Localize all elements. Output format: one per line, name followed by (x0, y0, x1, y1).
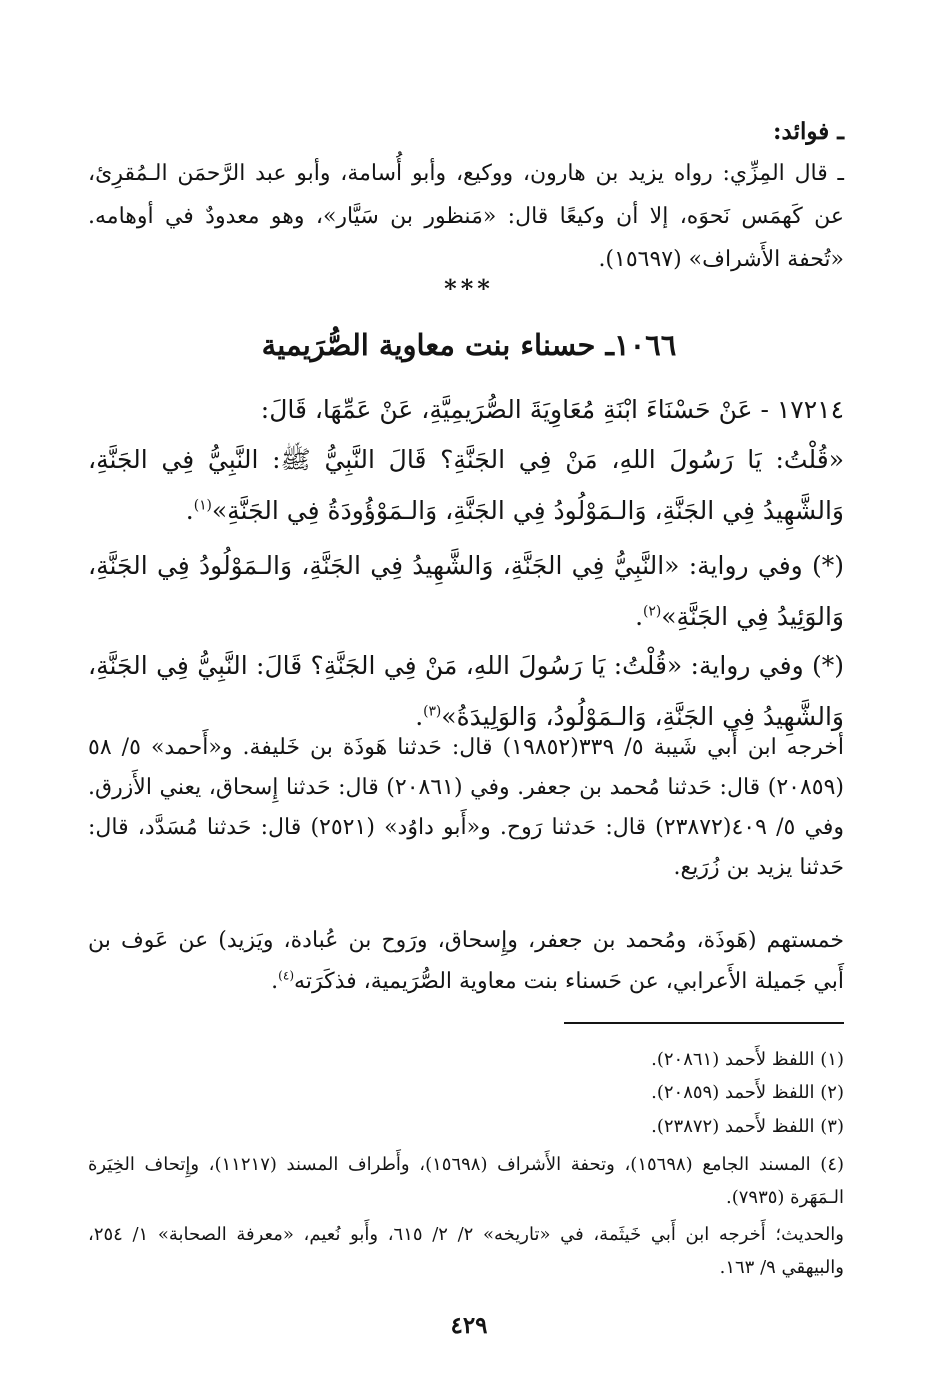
hadith-text: «قُلْتُ: يَا رَسُولَ اللهِ، مَنْ فِي الجَنَّةِ؟ قَالَ النَّبِيُّ ﷺ: النَّبِيُّ فِي الجَنَّةِ، وَالشَّهِيدُ فِي الجَنَّةِ، وَالـمَوْلُودُ فِي الجَنَّةِ، وَالـمَوْؤُودَةُ فِي الجَنَّةِ» (88, 445, 844, 525)
summary-paragraph: خمستهم (هَوذَة، ومُحمد بن جعفر، وإِسحاق، ورَوح بن عُبادة، ويَزيد) عن عَوف بن أَبي جَميلة الأَعرابي، عن حَسناء بنت معاوية الصُّرَيمية، فذكَرَته$^{(٤)}$. (88, 928, 844, 994)
takhrij-paragraph: أخرجه ابن أَبي شَيبة ٥/ ٣٣٩(١٩٨٥٢) قال: حَدثنا هَوذَة بن خَليفة. و«أَحمد» ٥/ ٥٨ (٢٠٨٥٩) قال: حَدثنا مُحمد بن جعفر. وفي (٢٠٨٦١) قال: حَدثنا إِسحاق، يعني الأَزرق. وفي ٥/ ٤٠٩(٢٣٨٧٢) قال: حَدثنا رَوح. و«أَبو داوُد» (٢٥٢١) قال: حَدثنا مُسَدَّد، قال: حَدثنا يزيد بن زُرَيع. (88, 735, 845, 880)
footnote-ref-1: (١) (193, 497, 212, 514)
fawaid-text: ـ قال المِزِّي: رواه يزيد بن هارون، ووكيع، وأبو أُسامة، وأبو عبد الرَّحمَن الـمُقرِئ، عن كَهمَس نَحوَه، إلا أن وكيعًا قال: «مَنظور بن سَيَّار»، وهو معدودٌ في أوهامه. «تُحفة الأَشراف» (١٥٦٩٧). (88, 161, 844, 272)
riwaya-1: (*) وفي رواية: «النَّبِيُّ فِي الجَنَّةِ، وَالشَّهِيدُ فِي الجَنَّةِ، وَالـمَوْلُودُ فِي الجَنَّةِ، وَالوَئِيدُ فِي الجَنَّةِ» (88, 551, 844, 631)
page-number: ٤٢٩ (450, 1312, 488, 1339)
hadith-text-paragraph: «قُلْتُ: يَا رَسُولَ اللهِ، مَنْ فِي الجَنَّةِ؟ قَالَ النَّبِيُّ ﷺ: النَّبِيُّ فِي الجَنَّةِ، وَالشَّهِيدُ فِي الجَنَّةِ، وَالـمَوْلُودُ فِي الجَنَّةِ، وَالـمَوْؤُودَةُ فِي الجَنَّةِ»$^{(١)}$. (88, 445, 844, 525)
footnote-4: (٤) المسند الجامع (١٥٦٩٨)، وتحفة الأَشراف (١٥٦٩٨)، وأَطراف المسند (١١٢١٧)، وإِتحاف الخِيَرة الـمَهَرة (٧٩٣٥). (88, 1154, 845, 1208)
footnote-2: (٢) اللفظ لأَحمد (٢٠٨٥٩). (651, 1082, 844, 1103)
riwaya-2: (*) وفي رواية: «قُلْتُ: يَا رَسُولَ اللهِ، مَنْ فِي الجَنَّةِ؟ قَالَ: النَّبِيُّ فِي الجَنَّةِ، وَالشَّهِيدُ فِي الجَنَّةِ، وَالـمَوْلُودُ، وَالوَلِيدَةُ» (88, 651, 844, 731)
chapter-title: ١٠٦٦ـ حسناء بنت معاوية الصُّرَيمية (261, 328, 677, 362)
riwaya-2-paragraph: (*) وفي رواية: «قُلْتُ: يَا رَسُولَ اللهِ، مَنْ فِي الجَنَّةِ؟ قَالَ: النَّبِيُّ فِي الجَنَّةِ، وَالشَّهِيدُ فِي الجَنَّةِ، وَالـمَوْلُودُ، وَالوَلِيدَةُ»$^{(٣)}$. (88, 651, 844, 731)
hadith-intro: ١٧٢١٤ - عَنْ حَسْنَاءَ ابْنَةِ مُعَاوِيَةَ الصُّرَيمِيَّةِ، عَنْ عَمِّهَا، قَالَ: (260, 395, 844, 424)
fawaid-heading: ـ فوائد: (773, 118, 844, 145)
footnote-ref-4: (٤) (278, 968, 295, 983)
riwaya-1-paragraph: (*) وفي رواية: «النَّبِيُّ فِي الجَنَّةِ، وَالشَّهِيدُ فِي الجَنَّةِ، وَالـمَوْلُودُ فِي الجَنَّةِ، وَالوَئِيدُ فِي الجَنَّةِ»$^{(٢)}$. (88, 551, 844, 631)
footnote-ref-3: (٣) (423, 703, 442, 720)
footnote-3: (٣) اللفظ لأَحمد (٢٣٨٧٢). (651, 1116, 844, 1137)
section-separator: *** (444, 274, 494, 303)
summary-text: خمستهم (هَوذَة، ومُحمد بن جعفر، وإِسحاق، ورَوح بن عُبادة، ويَزيد) عن عَوف بن أَبي جَميلة الأَعرابي، عن حَسناء بنت معاوية الصُّرَيمية، فذكَرَته (88, 928, 844, 994)
footnote-4-continuation: والحديث؛ أَخرجه ابن أَبي خَيثَمة، في «تاريخه» ٢/ ٢/ ٦١٥، وأَبو نُعيم، «معرفة الصحابة» ١/ ٢٥٤، والبيهقي ٩/ ١٦٣. (88, 1224, 844, 1278)
footnote-ref-2: (٢) (643, 603, 662, 620)
footnote-1: (١) اللفظ لأَحمد (٢٠٨٦١). (651, 1049, 844, 1070)
footnote-divider (564, 1022, 844, 1024)
